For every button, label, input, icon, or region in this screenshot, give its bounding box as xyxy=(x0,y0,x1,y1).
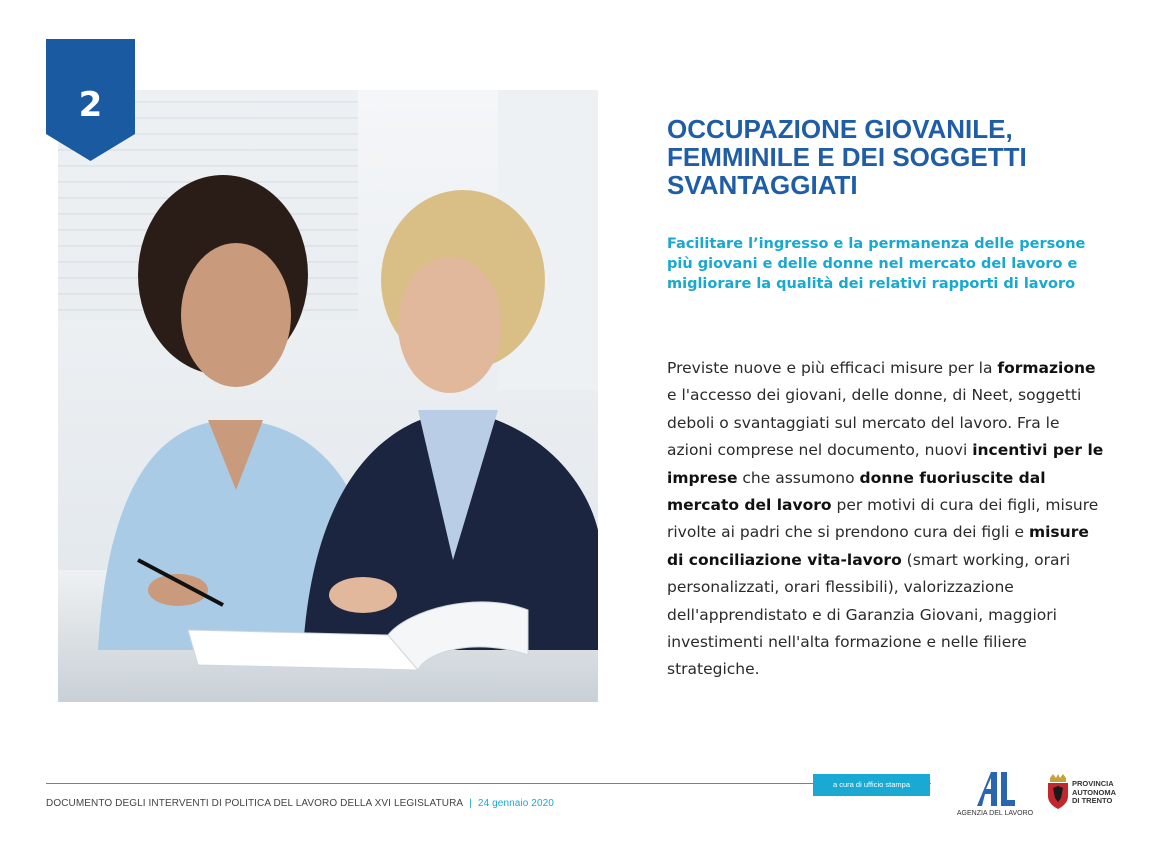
body-text: e l'accesso dei giovani, delle donne, di Neet, soggetti deboli o svantaggiati sul mercato del lavoro. Fra le azioni comprese nel documento, nuovi xyxy=(667,386,1082,460)
al-logo-icon xyxy=(973,768,1017,808)
agenzia-del-lavoro-logo xyxy=(953,768,1037,826)
body-text: (smart working, orari personalizzati, orari flessibili), valorizzazione dell'apprendistato e di Garanzia Giovani, maggiori investimenti nell'alta formazione e nelle filiere strategiche. xyxy=(667,550,1071,679)
agenzia-caption: AGENZIA DEL LAVORO xyxy=(956,810,1034,817)
provincia-line: PROVINCIA xyxy=(1072,779,1114,788)
footer-document-title xyxy=(46,798,554,809)
title-line: SVANTAGGIATI xyxy=(667,170,858,200)
body-text: che assumono xyxy=(737,468,860,487)
body-emphasis: donne fuoriuscite dal mercato del lavoro xyxy=(667,468,1046,515)
provincia-name xyxy=(1072,780,1116,806)
section-number-badge xyxy=(46,39,135,161)
eagle-crest-icon xyxy=(1046,774,1070,810)
page-title xyxy=(667,115,1107,199)
provincia-line: DI TRENTO xyxy=(1072,796,1113,805)
title-line: FEMMINILE E DEI SOGGETTI xyxy=(667,142,1027,172)
document-date: 24 gennaio 2020 xyxy=(477,798,554,809)
footer-separator: | xyxy=(469,798,472,809)
body-paragraph xyxy=(667,355,1107,684)
body-emphasis: misure di conciliazione vita-lavoro xyxy=(667,523,1089,569)
body-text: Previste nuove e più efficaci misure per la xyxy=(667,359,998,377)
page-subtitle: Facilitare l’ingresso e la permanenza delle persone più giovani e delle donne nel mercato del lavoro e migliorare la qualità dei relativi rapporti di lavoro xyxy=(667,236,1086,292)
section-number: 2 xyxy=(78,85,103,125)
provincia-line: AUTONOMA xyxy=(1072,787,1117,797)
body-emphasis: incentivi per le imprese xyxy=(667,441,1104,487)
press-office-credit: a cura di ufficio stampa xyxy=(813,774,930,796)
body-text: per motivi di cura dei figli, misure rivolte ai padri che si prendono cura dei figli e xyxy=(667,496,1099,542)
title-line: OCCUPAZIONE GIOVANILE, xyxy=(667,114,1013,144)
body-emphasis: formazione xyxy=(997,359,1096,377)
footer-divider xyxy=(46,783,931,784)
office-meeting-photo xyxy=(58,90,598,702)
provincia-trento-logo xyxy=(1046,770,1136,820)
document-name: DOCUMENTO DEGLI INTERVENTI DI POLITICA DEL LAVORO DELLA XVI LEGISLATURA xyxy=(46,798,464,809)
